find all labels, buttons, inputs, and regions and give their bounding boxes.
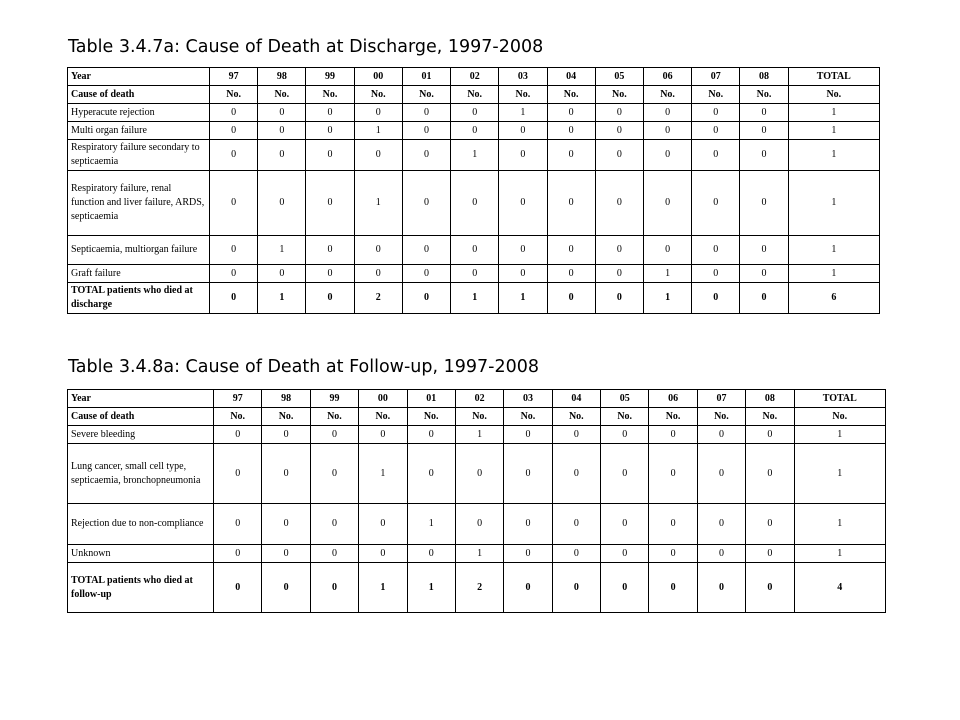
year-header-cell: 07 — [697, 390, 745, 408]
cause-cell: Lung cancer, small cell type, septicaemia, bronchopneumonia — [68, 444, 214, 504]
table-row — [68, 236, 880, 265]
value-cell: 0 — [595, 122, 643, 140]
value-cell: 0 — [258, 104, 306, 122]
year-header-cell: 01 — [402, 68, 450, 86]
value-cell: 0 — [649, 426, 697, 444]
year-header-cell: 99 — [310, 390, 358, 408]
unit-header-cell: No. — [499, 86, 547, 104]
value-cell: 0 — [451, 104, 499, 122]
value-cell: 0 — [649, 545, 697, 563]
value-cell: 0 — [740, 265, 788, 283]
total-value-cell: 1 — [643, 283, 691, 314]
total-value-cell: 0 — [402, 283, 450, 314]
total-value-cell: 0 — [210, 283, 258, 314]
cause-cell: Rejection due to non-compliance — [68, 504, 214, 545]
table-row — [68, 140, 880, 171]
value-cell: 0 — [210, 122, 258, 140]
value-cell: 0 — [451, 265, 499, 283]
value-cell: 0 — [697, 444, 745, 504]
value-cell: 0 — [595, 236, 643, 265]
cause-cell: Respiratory failure secondary to septicaemia — [68, 140, 210, 171]
value-cell: 0 — [547, 140, 595, 171]
discharge-death-table — [67, 67, 880, 314]
value-cell: 0 — [601, 545, 649, 563]
value-cell: 1 — [455, 426, 503, 444]
value-cell: 0 — [402, 236, 450, 265]
year-header-cell: 98 — [262, 390, 310, 408]
unit-header-cell: No. — [547, 86, 595, 104]
value-cell: 0 — [306, 265, 354, 283]
value-cell: 0 — [552, 444, 600, 504]
value-cell: 0 — [547, 265, 595, 283]
value-cell: 0 — [262, 426, 310, 444]
total-value-cell: 0 — [692, 283, 740, 314]
year-header-cell: 04 — [547, 68, 595, 86]
value-cell: 0 — [499, 265, 547, 283]
table-row — [68, 504, 886, 545]
unit-header-cell: No. — [262, 408, 310, 426]
value-cell: 1 — [258, 236, 306, 265]
value-cell: 0 — [692, 140, 740, 171]
cause-cell: Septicaemia, multiorgan failure — [68, 236, 210, 265]
year-header-cell: 06 — [643, 68, 691, 86]
value-cell: 0 — [692, 171, 740, 236]
value-cell: 0 — [210, 104, 258, 122]
value-cell: 1 — [407, 504, 455, 545]
year-header-cell: 97 — [214, 390, 262, 408]
year-header-cell: 02 — [455, 390, 503, 408]
value-cell: 0 — [214, 444, 262, 504]
value-cell: 1 — [794, 545, 886, 563]
value-cell: 0 — [692, 122, 740, 140]
value-cell: 0 — [258, 140, 306, 171]
unit-header-cell: No. — [595, 86, 643, 104]
value-cell: 0 — [306, 236, 354, 265]
value-cell: 0 — [258, 171, 306, 236]
value-cell: 0 — [499, 171, 547, 236]
value-cell: 0 — [643, 236, 691, 265]
value-cell: 0 — [552, 545, 600, 563]
value-cell: 1 — [455, 545, 503, 563]
cause-header-label: Cause of death — [68, 86, 210, 104]
total-value-cell: 0 — [504, 563, 552, 613]
value-cell: 0 — [455, 504, 503, 545]
discharge-table-title: Table 3.4.7a: Cause of Death at Discharge, 1997-2008 — [68, 37, 544, 57]
year-header-cell: 00 — [354, 68, 402, 86]
value-cell: 0 — [595, 140, 643, 171]
value-cell: 0 — [402, 265, 450, 283]
value-cell: 0 — [692, 104, 740, 122]
value-cell: 0 — [310, 545, 358, 563]
unit-header-cell: No. — [402, 86, 450, 104]
year-header-cell: TOTAL — [794, 390, 886, 408]
year-header-label: Year — [68, 390, 214, 408]
value-cell: 1 — [451, 140, 499, 171]
subheader-row — [68, 408, 886, 426]
unit-header-cell: No. — [455, 408, 503, 426]
value-cell: 0 — [499, 122, 547, 140]
year-header-cell: 99 — [306, 68, 354, 86]
table-row — [68, 104, 880, 122]
value-cell: 0 — [407, 426, 455, 444]
year-header-cell: 01 — [407, 390, 455, 408]
value-cell: 0 — [310, 504, 358, 545]
cause-cell: Hyperacute rejection — [68, 104, 210, 122]
value-cell: 0 — [746, 426, 794, 444]
value-cell: 0 — [306, 104, 354, 122]
value-cell: 0 — [499, 140, 547, 171]
value-cell: 0 — [595, 104, 643, 122]
unit-header-cell: No. — [740, 86, 788, 104]
total-value-cell: 1 — [407, 563, 455, 613]
value-cell: 0 — [214, 545, 262, 563]
value-cell: 0 — [354, 265, 402, 283]
value-cell: 0 — [552, 504, 600, 545]
unit-header-cell: No. — [359, 408, 407, 426]
total-label-cell: TOTAL patients who died at discharge — [68, 283, 210, 314]
followup-table-title: Table 3.4.8a: Cause of Death at Follow-up, 1997-2008 — [68, 357, 539, 377]
unit-header-cell: No. — [649, 408, 697, 426]
value-cell: 0 — [407, 444, 455, 504]
unit-header-cell: No. — [504, 408, 552, 426]
value-cell: 1 — [643, 265, 691, 283]
year-header-cell: 08 — [740, 68, 788, 86]
value-cell: 0 — [310, 444, 358, 504]
cause-cell: Unknown — [68, 545, 214, 563]
table-row — [68, 426, 886, 444]
year-header-cell: 07 — [692, 68, 740, 86]
year-header-cell: 03 — [504, 390, 552, 408]
value-cell: 0 — [504, 444, 552, 504]
total-value-cell: 0 — [262, 563, 310, 613]
cause-cell: Respiratory failure, renal function and liver failure, ARDS, septicaemia — [68, 171, 210, 236]
total-row — [68, 283, 880, 314]
value-cell: 0 — [746, 504, 794, 545]
value-cell: 0 — [643, 122, 691, 140]
year-header-cell: 00 — [359, 390, 407, 408]
value-cell: 0 — [451, 236, 499, 265]
table-row — [68, 265, 880, 283]
value-cell: 0 — [504, 545, 552, 563]
value-cell: 0 — [547, 104, 595, 122]
value-cell: 0 — [359, 504, 407, 545]
value-cell: 0 — [402, 104, 450, 122]
year-header-cell: 02 — [451, 68, 499, 86]
value-cell: 0 — [547, 171, 595, 236]
unit-header-cell: No. — [788, 86, 879, 104]
value-cell: 0 — [740, 140, 788, 171]
value-cell: 0 — [262, 504, 310, 545]
value-cell: 0 — [306, 171, 354, 236]
value-cell: 1 — [788, 104, 879, 122]
unit-header-cell: No. — [451, 86, 499, 104]
header-row — [68, 390, 886, 408]
value-cell: 0 — [455, 444, 503, 504]
value-cell: 1 — [794, 504, 886, 545]
total-value-cell: 1 — [499, 283, 547, 314]
value-cell: 0 — [504, 504, 552, 545]
value-cell: 0 — [402, 171, 450, 236]
total-value-cell: 0 — [740, 283, 788, 314]
value-cell: 0 — [643, 104, 691, 122]
value-cell: 0 — [210, 140, 258, 171]
value-cell: 0 — [697, 426, 745, 444]
table-row — [68, 545, 886, 563]
table-row — [68, 122, 880, 140]
unit-header-cell: No. — [601, 408, 649, 426]
unit-header-cell: No. — [407, 408, 455, 426]
value-cell: 0 — [210, 265, 258, 283]
value-cell: 1 — [788, 171, 879, 236]
value-cell: 0 — [306, 122, 354, 140]
value-cell: 1 — [788, 122, 879, 140]
value-cell: 0 — [740, 104, 788, 122]
value-cell: 0 — [697, 504, 745, 545]
value-cell: 0 — [402, 122, 450, 140]
table-row — [68, 444, 886, 504]
year-header-cell: 05 — [601, 390, 649, 408]
value-cell: 0 — [354, 140, 402, 171]
value-cell: 0 — [262, 444, 310, 504]
value-cell: 0 — [262, 545, 310, 563]
year-header-cell: TOTAL — [788, 68, 879, 86]
total-value-cell: 0 — [214, 563, 262, 613]
followup-death-table — [67, 389, 886, 613]
value-cell: 0 — [595, 171, 643, 236]
year-header-label: Year — [68, 68, 210, 86]
cause-cell: Multi organ failure — [68, 122, 210, 140]
value-cell: 0 — [552, 426, 600, 444]
total-row — [68, 563, 886, 613]
value-cell: 1 — [788, 265, 879, 283]
value-cell: 1 — [794, 444, 886, 504]
value-cell: 0 — [692, 236, 740, 265]
total-value-cell: 0 — [595, 283, 643, 314]
year-header-cell: 97 — [210, 68, 258, 86]
cause-cell: Severe bleeding — [68, 426, 214, 444]
value-cell: 0 — [692, 265, 740, 283]
value-cell: 0 — [649, 444, 697, 504]
subheader-row — [68, 86, 880, 104]
value-cell: 0 — [547, 236, 595, 265]
year-header-cell: 05 — [595, 68, 643, 86]
value-cell: 0 — [214, 426, 262, 444]
value-cell: 1 — [354, 122, 402, 140]
year-header-cell: 03 — [499, 68, 547, 86]
value-cell: 1 — [788, 140, 879, 171]
total-value-cell: 2 — [354, 283, 402, 314]
unit-header-cell: No. — [306, 86, 354, 104]
value-cell: 0 — [354, 236, 402, 265]
value-cell: 0 — [359, 426, 407, 444]
value-cell: 0 — [740, 236, 788, 265]
value-cell: 0 — [258, 122, 306, 140]
total-value-cell: 1 — [359, 563, 407, 613]
table-row — [68, 171, 880, 236]
value-cell: 1 — [788, 236, 879, 265]
unit-header-cell: No. — [214, 408, 262, 426]
year-header-cell: 06 — [649, 390, 697, 408]
unit-header-cell: No. — [258, 86, 306, 104]
value-cell: 0 — [601, 504, 649, 545]
value-cell: 0 — [697, 545, 745, 563]
value-cell: 0 — [354, 104, 402, 122]
value-cell: 1 — [794, 426, 886, 444]
value-cell: 0 — [601, 444, 649, 504]
value-cell: 1 — [359, 444, 407, 504]
total-value-cell: 0 — [649, 563, 697, 613]
value-cell: 0 — [649, 504, 697, 545]
total-value-cell: 1 — [258, 283, 306, 314]
value-cell: 0 — [402, 140, 450, 171]
value-cell: 0 — [740, 171, 788, 236]
total-value-cell: 0 — [552, 563, 600, 613]
year-header-cell: 98 — [258, 68, 306, 86]
total-value-cell: 0 — [310, 563, 358, 613]
unit-header-cell: No. — [697, 408, 745, 426]
header-row — [68, 68, 880, 86]
value-cell: 1 — [354, 171, 402, 236]
total-value-cell: 0 — [547, 283, 595, 314]
value-cell: 0 — [746, 444, 794, 504]
value-cell: 0 — [306, 140, 354, 171]
value-cell: 0 — [258, 265, 306, 283]
value-cell: 0 — [643, 140, 691, 171]
unit-header-cell: No. — [354, 86, 402, 104]
unit-header-cell: No. — [552, 408, 600, 426]
total-value-cell: 6 — [788, 283, 879, 314]
value-cell: 0 — [595, 265, 643, 283]
value-cell: 0 — [746, 545, 794, 563]
total-value-cell: 0 — [306, 283, 354, 314]
unit-header-cell: No. — [746, 408, 794, 426]
value-cell: 0 — [407, 545, 455, 563]
unit-header-cell: No. — [692, 86, 740, 104]
unit-header-cell: No. — [310, 408, 358, 426]
total-label-cell: TOTAL patients who died at follow-up — [68, 563, 214, 613]
value-cell: 0 — [451, 171, 499, 236]
total-value-cell: 2 — [455, 563, 503, 613]
total-value-cell: 0 — [697, 563, 745, 613]
year-header-cell: 04 — [552, 390, 600, 408]
cause-header-label: Cause of death — [68, 408, 214, 426]
value-cell: 0 — [359, 545, 407, 563]
value-cell: 0 — [499, 236, 547, 265]
value-cell: 0 — [310, 426, 358, 444]
year-header-cell: 08 — [746, 390, 794, 408]
unit-header-cell: No. — [210, 86, 258, 104]
value-cell: 0 — [504, 426, 552, 444]
total-value-cell: 1 — [451, 283, 499, 314]
value-cell: 0 — [643, 171, 691, 236]
unit-header-cell: No. — [643, 86, 691, 104]
value-cell: 0 — [740, 122, 788, 140]
value-cell: 0 — [601, 426, 649, 444]
value-cell: 0 — [210, 236, 258, 265]
value-cell: 0 — [214, 504, 262, 545]
total-value-cell: 0 — [601, 563, 649, 613]
cause-cell: Graft failure — [68, 265, 210, 283]
value-cell: 0 — [210, 171, 258, 236]
value-cell: 0 — [451, 122, 499, 140]
value-cell: 1 — [499, 104, 547, 122]
unit-header-cell: No. — [794, 408, 886, 426]
total-value-cell: 4 — [794, 563, 886, 613]
total-value-cell: 0 — [746, 563, 794, 613]
value-cell: 0 — [547, 122, 595, 140]
